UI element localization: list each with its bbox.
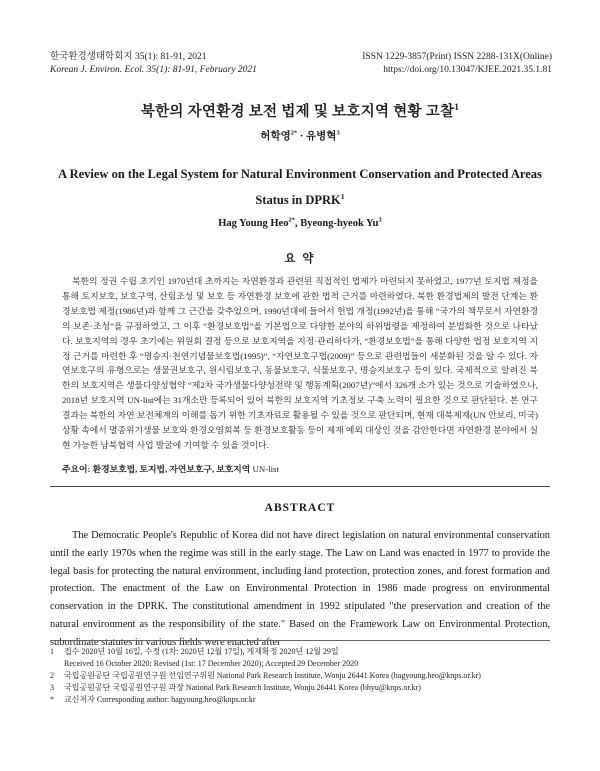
footnote-corresponding-line-1: 교신저자 Corresponding author: hagyoung.heo@knps.or.kr: [64, 695, 256, 704]
footnote-corresponding-marker: *: [50, 695, 54, 704]
english-title-line-2-wrap: [0, 187, 600, 213]
keywords-list-rest: UN-list: [250, 464, 279, 474]
footnote-3-line-1: 국립공원공단 국립공원연구원 과장 National Park Research Institute, Wonju 26441 Korea (bhyu@knps.or.kr): [64, 683, 421, 692]
journal-citation-english: Korean J. Environ. Ecol. 35(1): 81-91, February 2021: [50, 65, 257, 75]
footnote-2-line-1: 국립공원공단 국립공원연구원 선임연구위원 National Park Research Institute, Wonju 26441 Korea (hagyoung.heo@knps.or.kr): [64, 671, 481, 680]
footnote-3: [50, 682, 550, 694]
english-authors: [0, 218, 600, 229]
footnote-divider: [50, 640, 550, 641]
keywords: [62, 462, 279, 475]
footnote-2-marker: 2: [50, 671, 54, 680]
journal-citation: [50, 51, 257, 77]
author-en-1-mark: 2*: [288, 216, 295, 224]
footnote-2: [50, 670, 550, 682]
author-ko-2: 유병혁: [306, 131, 337, 142]
english-title-line-1: A Review on the Legal System for Natural Environment Conservation and Protected Areas: [58, 167, 542, 181]
author-en-2-mark: 3: [378, 216, 382, 224]
section-divider: [50, 486, 550, 487]
keywords-list: 환경보호법, 토지법, 자연보호구, 보호지역: [92, 464, 251, 474]
journal-citation-korean: 한국환경생태학회지 35(1): 81-91, 2021: [50, 52, 207, 62]
author-ko-separator: ·: [299, 131, 304, 142]
keywords-label: 주요어:: [62, 464, 91, 474]
footnote-1-line-1: 접수 2020년 10월 16일, 수정 (1차: 2020년 12월 17일), 게재확정 2020년 12월 29일: [64, 647, 339, 656]
issn: ISSN 1229-3857(Print) ISSN 2288-131X(Online): [362, 52, 552, 62]
doi-link[interactable]: https://doi.org/10.13047/KJEE.2021.35.1.81: [383, 65, 552, 75]
author-en-1: Hag Young Heo: [218, 218, 289, 229]
author-ko-2-mark: 3: [336, 129, 340, 137]
footnote-1: [50, 646, 550, 670]
footnotes: [50, 646, 550, 706]
korean-title: [0, 100, 600, 121]
korean-abstract-heading: 요 약: [284, 253, 316, 265]
author-en-2: Byeong-hyeok Yu: [300, 218, 379, 229]
footnote-3-marker: 3: [50, 683, 54, 692]
abstract-heading: ABSTRACT: [264, 502, 336, 514]
english-title-footnote-mark: 1: [340, 191, 345, 201]
english-abstract-body: The Democratic People's Republic of Korea did not have direct legislation on natural environmental conservation until the early 1970s when the regime was still in the early stage. The Law on Land was enacted in 1977 to provide the legal basis for protecting the natural environment, including land protection, protection zones, and forest formation and protection. The enactment of the Law on Environmental Protection in 1986 made progress on environmental conservation in the DPRK. The constitutional amendment in 1992 stipulated "the preservation and creation of the natural environment as the responsibility of the state." Based on the Framework Law on Environmental Protection, subordinate statutes in various fields were enacted after: [50, 530, 550, 648]
author-ko-1: 허학영: [260, 131, 291, 142]
korean-abstract-body: 북한의 정권 수립 초기인 1970년대 초까지는 자연환경과 관련된 직접적인 법제가 마련되지 못하였고, 1977년 토지법 제정을 통해 토지보호, 보호구역, 산림조성 및 보호 등 자연환경 보호에 관한 법적 근거를 마련하였다. 북한 환경법제의 발전 단계는 환경보호법 제정(1986년)과 함께 그 근간을 갖추었으며, 1990년대에 들어서 헌법 개정(1992년)을 통해 “국가의 책무로서 자연환경의 보존·조성”을 규정하였고, 그 이후 “환경보호법”을 기본법으로 다양한 분야의 하위법령을 제정하여 분법화한 것으로 나타났다. 보호지역의 경우 초기에는 위원회 결정 등으로 보호지역을 지정·관리하다가, “환경보호법”을 통해 다양한 법정 보호지역 지정 근거를 마련한 후 “명승지·천연기념물보호법(1995)”, “자연보호구법(2009)” 등으로 관련법들이 세분화된 것을 알 수 있다. 자연보호구의 유형으로는 생물권보호구, 원시림보호구, 동물보호구, 식물보호구, 명승지보호구 등이 있다. 국제적으로 알려진 북한의 보호지역은 생물다양성협약 “제2차 국가생물다양성전략 및 행동계획(2007년)”에서 326개 소가 있는 것으로 기술하였으나, 2018년 보호지역 UN-list에는 31개소만 등록되어 있어 북한의 보호지역 기초정보 구축 노력이 필요한 것으로 판단된다. 본 연구 결과는 북한의 자연 보전체계의 이해를 돕기 위한 기초자료로 활용될 수 있을 것으로 판단되며, 현재 대북제재(UN 안보리, 미국) 상황 속에서 멸종위기생물 보호와 환경오염회복 등 환경보호활동 등이 제재 예외 대상인 것을 감안한다면 자연환경 분야에서 실현 가능한 남북협력 사업 발굴에 기여할 수 있을 것이다.: [62, 276, 538, 450]
korean-title-footnote-mark: 1: [454, 102, 460, 113]
footnote-1-line-2: Received 16 October 2020; Revised (1st: 17 December 2020); Accepted 29 December 2020: [64, 659, 359, 668]
english-title: [0, 161, 600, 213]
korean-title-text: 북한의 자연환경 보전 법제 및 보호지역 현황 고찰: [140, 104, 455, 120]
footnote-corresponding: [50, 694, 550, 706]
korean-authors: [0, 128, 600, 143]
author-en-separator: ,: [294, 218, 301, 229]
author-ko-1-mark: 2*: [290, 129, 298, 137]
issn-doi: [362, 51, 552, 77]
footnote-1-marker: 1: [50, 647, 54, 656]
english-title-line-2: Status in DPRK: [255, 193, 341, 207]
